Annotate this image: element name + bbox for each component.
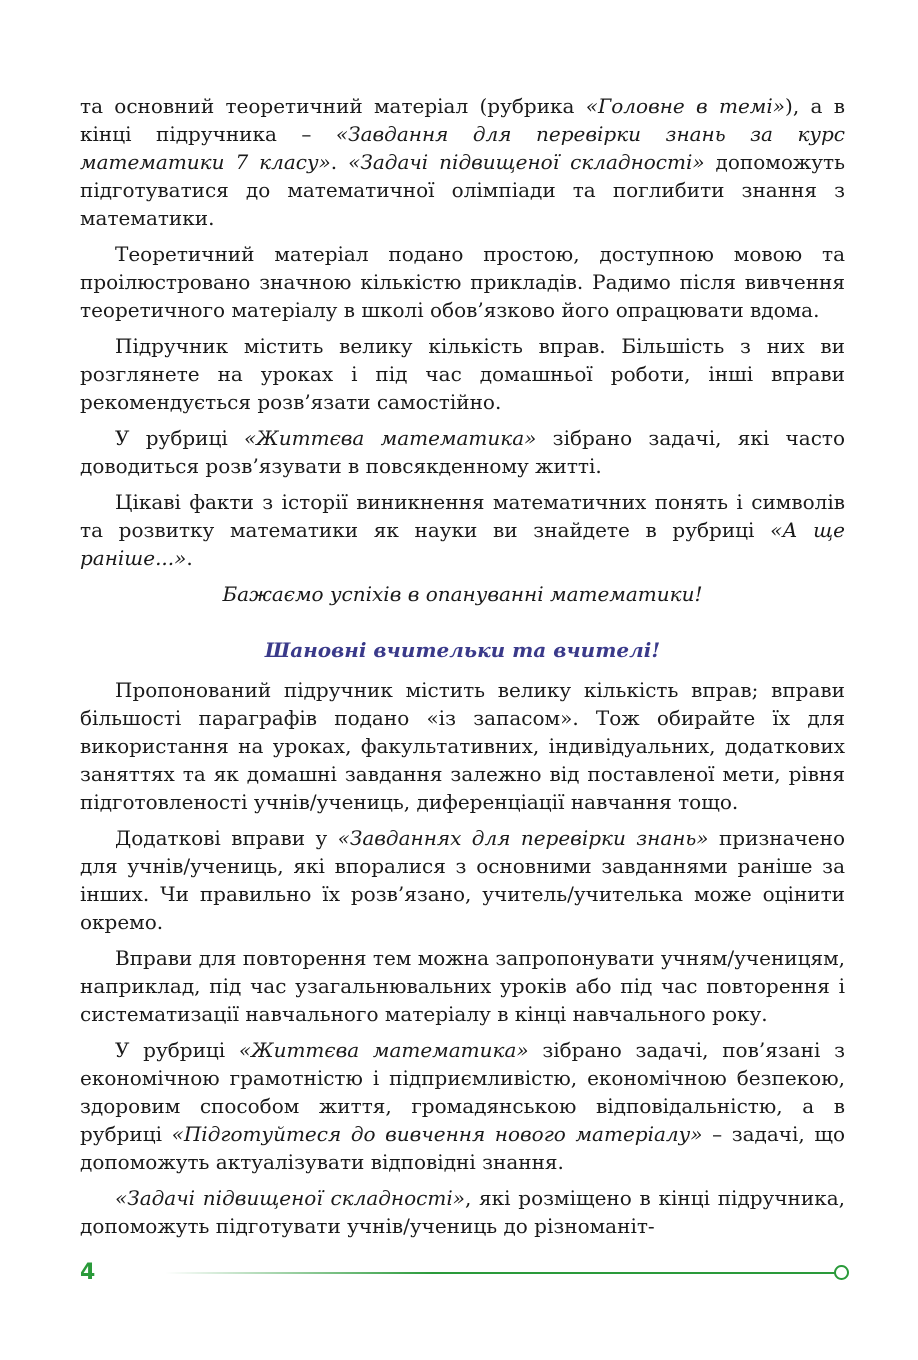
rubric-knowledge-test: «Завданнях для перевірки знань» (337, 826, 709, 850)
paragraph-theory: Теоретичний матеріал подано простою, доступною мовою та проілюстровано значною кількістю прикладів. Радимо після вивчення теоретичного матеріалу в школі обов’язково його опрацювати вдома. (80, 242, 845, 322)
paragraph-exercises: Підручник містить велику кількість вправ. Більшість з них ви розглянете на уроках і під час домашньої роботи, інші вправи рекомендується розв’язати самостійно. (80, 334, 845, 414)
page-body (80, 92, 845, 1248)
teachers-heading: Шановні вчительки та вчителі! (264, 638, 661, 662)
footer-circle-icon (834, 1265, 849, 1280)
paragraph-teachers-2: Додаткові вправи у «Завданнях для перевірки знань» призначено для учнів/учениць, які впоралися з основними завданнями раніше за інших. Чи правильно їх розв’язано, учитель/учителька може оцінити окремо. (80, 826, 845, 934)
rubric-advanced-problems: «Задачі підвищеної складності» (348, 150, 705, 174)
paragraph-history: Цікаві факти з історії виникнення математичних понять і символів та розвитку математики як науки ви знайдете в рубриці «А ще раніше...». (80, 490, 845, 570)
rubric-course-test: «Завдання для перевірки знань за курс математики 7 класу» (80, 122, 846, 174)
paragraph-teachers-3: Вправи для повторення тем можна запропонувати учням/ученицям, наприклад, під час узагальнювальних уроків або під час повторення і систематизації навчального матеріалу в кінці навчального року. (80, 946, 845, 1026)
paragraph-intro-continued: та основний теоретичний матеріал (рубрика «Головне в темі»), а в кінці підручника – «Завдання для перевірки знань за курс математики 7 класу». «Задачі підвищеної складності» допоможуть підготуватися до математичної олімпіади та поглибити знання з математики. (80, 94, 846, 230)
paragraph-teachers-5: «Задачі підвищеної складності», які розміщено в кінці підручника, допоможуть підготувати учнів/учениць до різноманіт- (80, 1186, 845, 1238)
rubric-main-in-topic: «Головне в темі» (585, 94, 786, 118)
paragraph-life-math: У рубриці «Життєва математика» зібрано задачі, які часто доводиться розв’язувати в повсякденному житті. (80, 426, 846, 478)
page-number: 4 (80, 1260, 96, 1285)
paragraph-teachers-4: У рубриці «Життєва математика» зібрано задачі, пов’язані з економічною грамотністю і підприємливістю, економічною безпекою, здоровим способом життя, громадянською відповідальністю, а в рубриці «Підготуйтеся до вивчення нового матеріалу» – задачі, що допоможуть актуалізувати відповідні знання. (80, 1038, 846, 1174)
wish-line: Бажаємо успіхів в опануванні математики! (222, 582, 703, 606)
footer-rule (165, 1272, 835, 1274)
rubric-advanced-problems-2: «Задачі підвищеної складності» (115, 1186, 465, 1210)
rubric-life-math-2: «Життєва математика» (238, 1038, 529, 1062)
rubric-prepare-new: «Підготуйтеся до вивчення нового матеріалу» (171, 1122, 703, 1146)
paragraph-teachers-1: Пропонований підручник містить велику кількість вправ; вправи більшості параграфів подано «із запасом». Тож обирайте їх для використання на уроках, факультативних, індивідуальних, додаткових заняттях та як домашні завдання залежно від поставленої мети, рівня підготовленості учнів/учениць, диференціації навчання тощо. (80, 678, 845, 814)
page-footer (80, 1262, 850, 1286)
rubric-life-math: «Життєва математика» (244, 426, 537, 450)
rubric-earlier: «А ще раніше...» (80, 518, 845, 570)
